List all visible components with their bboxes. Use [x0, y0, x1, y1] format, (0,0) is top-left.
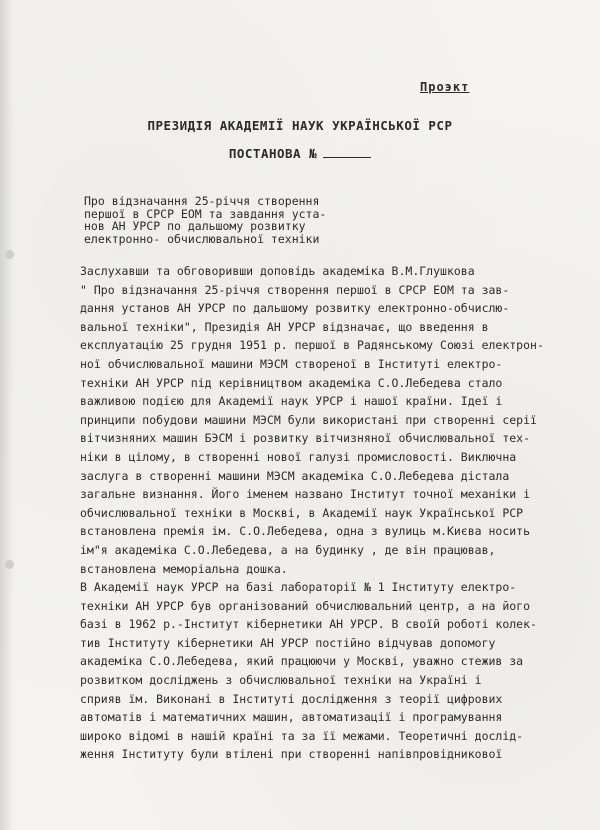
text-line: В Академії наук УРСР на базі лабораторії № 1 Інституту електро- [80, 580, 517, 594]
paragraph-2 [80, 578, 550, 764]
text-line: ім"я академіка С.О.Лебедева, а на будинку , де він працював, [80, 542, 496, 557]
text-line: загальне визнання. Його іменем названо Інститут точної механіки і [80, 487, 531, 502]
text-line: встановлена меморіальна дошка. [80, 561, 288, 576]
resolution-heading [70, 146, 530, 161]
text-line: автоматів і математичних машин, автоматизації і програмування [80, 710, 503, 725]
text-line: вітчизняних машин БЭСМ і розвитку вітчизняної обчислювальної тех- [80, 431, 531, 446]
text-line: техніки АН УРСР під керівництвом академіка С.О.Лебедева стало [80, 375, 503, 390]
text-line: важливою подією для Академії наук УРСР і нашої країни. Ідеї і [80, 394, 503, 409]
text-line: базі в 1962 р.-Інститут кібернетики АН УРСР. В своїй роботі колек- [80, 617, 537, 632]
text-line: дання установ АН УРСР по дальшому розвитку електронно-обчислю- [80, 301, 510, 316]
text-line: техніки АН УРСР був організований обчислювальний центр, а на його [80, 598, 531, 613]
subject-line: першої в СРСР ЕОМ та завдання уста- [84, 206, 327, 221]
scan-edge-shadow [0, 0, 14, 830]
punch-hole [5, 250, 14, 259]
resolution-number-label: ПОСТАНОВА № [228, 146, 318, 161]
text-line: заслуга в створенні машини МЭСМ академіка С.О.Лебедева дістала [80, 468, 510, 483]
document-title: ПРЕЗИДІЯ АКАДЕМІЇ НАУК УКРАЇНСЬКОЇ РСР [147, 118, 453, 133]
text-line: розвитком досліджень з обчислювальної техніки на Україні і [80, 672, 482, 687]
paragraph-1 [80, 262, 550, 578]
text-line: експлуатацію 25 грудня 1951 р. першої в Радянському Союзі електрон- [80, 338, 544, 353]
subject-line: електронно- обчислювальної техніки [84, 231, 320, 246]
text-line: сприяв їм. Виконані в Інституті дослідження з теорії цифрових [80, 691, 503, 706]
text-line: обчислювальної техніки в Москві, в Академії наук Української РСР [80, 505, 524, 520]
text-line: широко відомі в нашій країні та за її межами. Теоретичні дослід- [80, 728, 524, 743]
draft-label: Проэкт [420, 80, 470, 94]
text-line: тив Інституту кібернетики АН УРСР постійно відчував допомогу [80, 635, 496, 650]
subject-block [84, 195, 364, 245]
text-line: " Про відзначання 25-річчя створення першої в СРСР ЕОМ та зав- [80, 282, 510, 297]
punch-hole [5, 560, 14, 569]
text-line: принципи побудови машини МЭСМ були використані при створенні серії [80, 412, 537, 427]
subject-line: нов АН УРСР по дальшому розвитку [84, 219, 306, 233]
subject-line: Про відзначання 25-річчя створення [84, 194, 320, 208]
text-line: академіка С.О.Лебедева, який працюючи у Москві, уважно стежив за [80, 654, 524, 669]
resolution-number-blank [323, 157, 371, 158]
text-line: ної обчислювальної машини МЭСМ створеної в Інституті електро- [80, 356, 503, 371]
text-line: встановлена премія ім. С.О.Лебедева, одна з вулиць м.Києва носить [80, 524, 531, 539]
text-line: вальної техніки", Президія АН УРСР відзначає, що введення в [80, 319, 489, 334]
text-line: ження Інституту були втілені при створенні напівпровідникової [80, 747, 503, 762]
text-line: Заслухавши та обговоривши доповідь академіка В.М.Глушкова [80, 264, 475, 278]
text-line: ніки в цілому, в створенні нової галузі промисловості. Виключна [80, 449, 517, 464]
